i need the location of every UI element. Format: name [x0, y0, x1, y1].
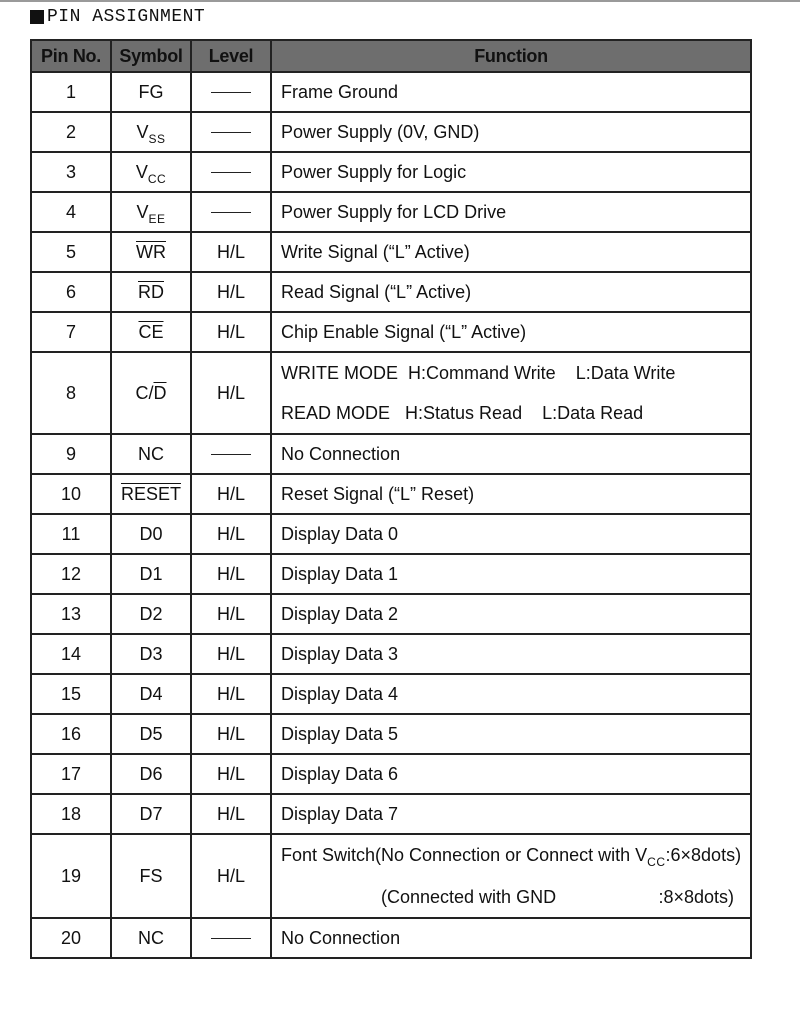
pin-number-cell: 19 — [31, 834, 111, 918]
symbol-cell: D1 — [111, 554, 191, 594]
pin-number-cell: 9 — [31, 434, 111, 474]
table-row — [31, 554, 751, 594]
symbol-cell — [111, 192, 191, 232]
table-row — [31, 72, 751, 112]
header-function: Function — [271, 40, 751, 72]
table-row — [31, 272, 751, 312]
function-line1-text: Font Switch(No Connection or Connect with V — [281, 845, 648, 865]
function-line1-end: :6×8dots) — [665, 845, 742, 865]
symbol-cell — [111, 312, 191, 352]
symbol-cell — [111, 112, 191, 152]
symbol-overlined: $\overline{D}$ — [153, 382, 167, 403]
level-dash-line — [211, 454, 251, 455]
pin-number-cell: 6 — [31, 272, 111, 312]
table-row — [31, 794, 751, 834]
pin-number-cell: 3 — [31, 152, 111, 192]
level-cell: H/L — [191, 312, 271, 352]
pin-number-cell: 20 — [31, 918, 111, 958]
symbol-cell: FS — [111, 834, 191, 918]
function-cell: Display Data 4 — [271, 674, 751, 714]
pin-number-cell: 16 — [31, 714, 111, 754]
level-cell: H/L — [191, 474, 271, 514]
level-cell: H/L — [191, 834, 271, 918]
function-cell — [271, 834, 751, 918]
header-level: Level — [191, 40, 271, 72]
level-cell: H/L — [191, 352, 271, 434]
function-cell: Write Signal (“L” Active) — [271, 232, 751, 272]
pin-number-cell: 8 — [31, 352, 111, 434]
level-cell: H/L — [191, 794, 271, 834]
function-cell: Frame Ground — [271, 72, 751, 112]
pin-number-cell: 11 — [31, 514, 111, 554]
function-cell: Read Signal (“L” Active) — [271, 272, 751, 312]
symbol-subscript: SS — [148, 131, 166, 146]
function-cell: Display Data 6 — [271, 754, 751, 794]
pin-number-cell: 7 — [31, 312, 111, 352]
level-cell: H/L — [191, 634, 271, 674]
symbol-subscript: CC — [147, 171, 167, 186]
function-cell: Reset Signal (“L” Reset) — [271, 474, 751, 514]
function-cell: Power Supply for Logic — [271, 152, 751, 192]
function-line: WRITE MODE H:Command Write L:Data Write — [281, 363, 676, 383]
pin-number-cell: 17 — [31, 754, 111, 794]
symbol-overlined: $\overline{CE}$ — [138, 321, 164, 342]
level-cell — [191, 434, 271, 474]
header-symbol: Symbol — [111, 40, 191, 72]
pin-number-cell: 5 — [31, 232, 111, 272]
symbol-cell — [111, 272, 191, 312]
level-cell — [191, 72, 271, 112]
level-cell — [191, 918, 271, 958]
function-cell: No Connection — [271, 434, 751, 474]
symbol-overlined: $\overline{RD}$ — [138, 281, 164, 302]
function-cell: Power Supply for LCD Drive — [271, 192, 751, 232]
table-row — [31, 634, 751, 674]
pin-number-cell: 2 — [31, 112, 111, 152]
level-cell: H/L — [191, 272, 271, 312]
table-row — [31, 352, 751, 434]
level-cell — [191, 112, 271, 152]
level-dash-line — [211, 92, 251, 93]
level-dash-line — [211, 938, 251, 939]
symbol-cell: D5 — [111, 714, 191, 754]
symbol-base: V — [135, 161, 148, 182]
table-row — [31, 594, 751, 634]
function-cell — [271, 352, 751, 434]
table-row — [31, 754, 751, 794]
section-heading-text: PIN ASSIGNMENT — [47, 7, 206, 27]
symbol-overlined: RESET — [120, 483, 181, 504]
level-dash-line — [211, 172, 251, 173]
function-line1-subscript: CC — [647, 855, 666, 869]
symbol-cell: D4 — [111, 674, 191, 714]
function-line2-text: (Connected with GND — [381, 887, 557, 907]
symbol-cell — [111, 352, 191, 434]
level-cell: H/L — [191, 754, 271, 794]
top-rule — [0, 0, 800, 2]
function-cell: Display Data 0 — [271, 514, 751, 554]
symbol-base: V — [136, 201, 149, 222]
table-row — [31, 474, 751, 514]
level-cell: H/L — [191, 554, 271, 594]
symbol-prefix: C/ — [135, 382, 154, 403]
function-cell: Display Data 5 — [271, 714, 751, 754]
level-cell: H/L — [191, 674, 271, 714]
pin-assignment-table — [30, 39, 752, 959]
function-line — [281, 877, 750, 917]
pin-number-cell: 10 — [31, 474, 111, 514]
symbol-subscript: EE — [148, 211, 166, 226]
level-cell — [191, 152, 271, 192]
level-dash-line — [211, 212, 251, 213]
symbol-cell: D3 — [111, 634, 191, 674]
symbol-base: V — [136, 121, 149, 142]
pin-number-cell: 13 — [31, 594, 111, 634]
level-cell — [191, 192, 271, 232]
symbol-cell: D0 — [111, 514, 191, 554]
table-row — [31, 112, 751, 152]
symbol-cell — [111, 152, 191, 192]
header-pin-no: Pin No. — [31, 40, 111, 72]
function-line2-end: :8×8dots) — [658, 887, 734, 907]
pin-number-cell: 4 — [31, 192, 111, 232]
square-bullet-icon — [30, 10, 44, 24]
function-cell: Display Data 2 — [271, 594, 751, 634]
symbol-cell: D6 — [111, 754, 191, 794]
table-row — [31, 918, 751, 958]
symbol-cell: FG — [111, 72, 191, 112]
table-row — [31, 312, 751, 352]
pin-number-cell: 1 — [31, 72, 111, 112]
function-cell: Display Data 7 — [271, 794, 751, 834]
symbol-cell: NC — [111, 918, 191, 958]
symbol-cell: D2 — [111, 594, 191, 634]
symbol-overlined: $\overline{WR}$ — [136, 241, 166, 262]
function-cell: Display Data 3 — [271, 634, 751, 674]
level-cell: H/L — [191, 514, 271, 554]
table-row — [31, 834, 751, 918]
symbol-cell: D7 — [111, 794, 191, 834]
function-cell: Chip Enable Signal (“L” Active) — [271, 312, 751, 352]
function-line: READ MODE H:Status Read L:Data Read — [281, 403, 644, 423]
section-heading — [30, 7, 205, 27]
table-row — [31, 714, 751, 754]
table-row — [31, 232, 751, 272]
level-cell: H/L — [191, 594, 271, 634]
table-row — [31, 192, 751, 232]
level-cell: H/L — [191, 232, 271, 272]
function-cell: No Connection — [271, 918, 751, 958]
table-row — [31, 674, 751, 714]
table-row — [31, 152, 751, 192]
function-cell: Power Supply (0V, GND) — [271, 112, 751, 152]
function-cell: Display Data 1 — [271, 554, 751, 594]
table-row — [31, 514, 751, 554]
level-dash-line — [211, 132, 251, 133]
table-header-row — [31, 40, 751, 72]
level-cell: H/L — [191, 714, 271, 754]
symbol-cell — [111, 232, 191, 272]
pin-number-cell: 15 — [31, 674, 111, 714]
symbol-cell: NC — [111, 434, 191, 474]
pin-number-cell: 12 — [31, 554, 111, 594]
pin-number-cell: 14 — [31, 634, 111, 674]
pin-number-cell: 18 — [31, 794, 111, 834]
table-row — [31, 434, 751, 474]
symbol-cell — [111, 474, 191, 514]
function-line — [281, 835, 750, 877]
